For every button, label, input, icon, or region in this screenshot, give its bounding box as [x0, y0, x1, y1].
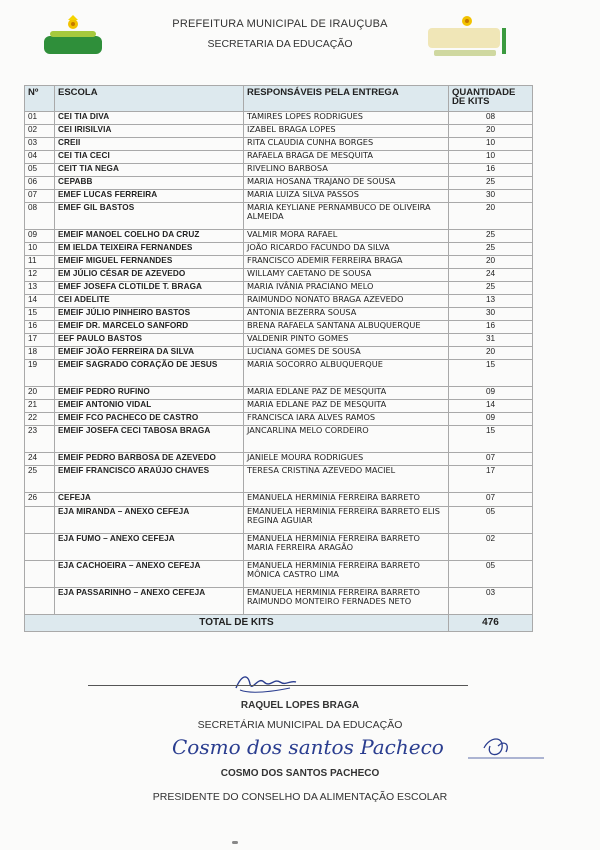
table-row [25, 387, 533, 400]
table-row [25, 561, 533, 588]
kit-quantity: 14 [449, 400, 533, 413]
table-row [25, 112, 533, 125]
row-number: 11 [25, 256, 55, 269]
row-number [25, 507, 55, 534]
row-number: 01 [25, 112, 55, 125]
row-number: 21 [25, 400, 55, 413]
table-row [25, 230, 533, 243]
table-row [25, 321, 533, 334]
responsible-name: MARIA IVÂNIA PRACIANO MELO [244, 282, 449, 295]
kit-quantity: 25 [449, 177, 533, 190]
signature-raquel-icon [230, 668, 300, 696]
row-number: 13 [25, 282, 55, 295]
school-name: EMEIF FCO PACHECO DE CASTRO [55, 413, 244, 426]
table-row [25, 347, 533, 360]
table-row [25, 466, 533, 493]
row-number: 05 [25, 164, 55, 177]
school-name: EJA CACHOEIRA – ANEXO CEFEJA [55, 561, 244, 588]
school-name: CEI TIA DIVA [55, 112, 244, 125]
irauçuba-logo-icon [40, 14, 106, 60]
table-row [25, 177, 533, 190]
kit-quantity: 09 [449, 413, 533, 426]
kit-quantity: 25 [449, 230, 533, 243]
responsible-name: JANCARLINA MELO CORDEIRO [244, 426, 449, 453]
row-number: 24 [25, 453, 55, 466]
row-number: 02 [25, 125, 55, 138]
kit-quantity: 25 [449, 282, 533, 295]
row-number: 12 [25, 269, 55, 282]
header-title: PREFEITURA MUNICIPAL DE IRAUÇUBA [172, 18, 388, 30]
header-subtitle: SECRETARIA DA EDUCAÇÃO [207, 38, 353, 50]
responsible-name: TAMIRES LOPES RODRIGUES [244, 112, 449, 125]
kit-quantity: 25 [449, 243, 533, 256]
kit-quantity: 05 [449, 507, 533, 534]
kit-quantity: 30 [449, 308, 533, 321]
school-name: EJA MIRANDA – ANEXO CEFEJA [55, 507, 244, 534]
table-row [25, 190, 533, 203]
kits-table [24, 85, 533, 632]
kit-quantity: 07 [449, 493, 533, 507]
kit-quantity: 15 [449, 360, 533, 387]
school-name: EEF PAULO BASTOS [55, 334, 244, 347]
responsible-name: VALMIR MORA RAFAEL [244, 230, 449, 243]
responsible-name: MARIA SOCORRO ALBUQUERQUE [244, 360, 449, 387]
row-number: 08 [25, 203, 55, 230]
school-name: EMEF GIL BASTOS [55, 203, 244, 230]
row-number [25, 534, 55, 561]
signatory-2-role: PRESIDENTE DO CONSELHO DA ALIMENTAÇÃO ESCOLAR [152, 791, 448, 803]
responsible-name: MARIA HOSANA TRAJANO DE SOUSA [244, 177, 449, 190]
kit-quantity: 03 [449, 588, 533, 615]
table-row [25, 269, 533, 282]
school-name: EMEIF MIGUEL FERNANDES [55, 256, 244, 269]
kit-quantity: 20 [449, 256, 533, 269]
kit-quantity: 20 [449, 203, 533, 230]
table-row [25, 413, 533, 426]
row-number: 04 [25, 151, 55, 164]
kit-quantity: 15 [449, 426, 533, 453]
table-row [25, 426, 533, 453]
school-name: CEIT TIA NEGA [55, 164, 244, 177]
row-number: 06 [25, 177, 55, 190]
school-name: EM IELDA TEIXEIRA FERNANDES [55, 243, 244, 256]
table-row [25, 308, 533, 321]
kit-quantity: 20 [449, 347, 533, 360]
total-value: 476 [449, 615, 533, 632]
signatory-2-name: COSMO DOS SANTOS PACHECO [220, 768, 380, 779]
table-row [25, 453, 533, 466]
kit-quantity: 07 [449, 453, 533, 466]
table-row [25, 507, 533, 534]
responsible-name: WILLAMY CAETANO DE SOUSA [244, 269, 449, 282]
responsible-name: JOÃO RICARDO FACUNDO DA SILVA [244, 243, 449, 256]
table-row [25, 151, 533, 164]
school-name: CEI TIA CECI [55, 151, 244, 164]
kit-quantity: 16 [449, 164, 533, 177]
school-name: EMEIF SAGRADO CORAÇÃO DE JESUS [55, 360, 244, 387]
table-row [25, 493, 533, 507]
row-number: 20 [25, 387, 55, 400]
school-name: CEFEJA [55, 493, 244, 507]
kit-quantity: 24 [449, 269, 533, 282]
responsible-name: RAIMUNDO NONATO BRAGA AZEVEDO [244, 295, 449, 308]
responsible-name: IZABEL BRAGA LOPES [244, 125, 449, 138]
school-name: EMEIF FRANCISCO ARAÚJO CHAVES [55, 466, 244, 493]
row-number: 14 [25, 295, 55, 308]
row-number: 18 [25, 347, 55, 360]
kit-quantity: 09 [449, 387, 533, 400]
column-header-number: Nº [25, 86, 55, 112]
row-number: 09 [25, 230, 55, 243]
responsible-name: FRANCISCA IARA ALVES RAMOS [244, 413, 449, 426]
row-number: 26 [25, 493, 55, 507]
responsible-name: MARIA KEYLIANE PERNAMBUCO DE OLIVEIRA ALMEIDA [244, 203, 449, 230]
school-name: CEI ADELITE [55, 295, 244, 308]
total-row [25, 615, 533, 632]
signatory-1-role: SECRETÁRIA MUNICIPAL DA EDUCAÇÃO [197, 719, 403, 731]
school-name: CEPABB [55, 177, 244, 190]
table-row [25, 243, 533, 256]
responsible-name: JANIELE MOURA RODRIGUES [244, 453, 449, 466]
school-name: EMEIF PEDRO BARBOSA DE AZEVEDO [55, 453, 244, 466]
document-header [0, 14, 600, 64]
kit-quantity: 16 [449, 321, 533, 334]
table-row [25, 203, 533, 230]
row-number: 07 [25, 190, 55, 203]
row-number: 16 [25, 321, 55, 334]
kit-quantity: 13 [449, 295, 533, 308]
table-row [25, 400, 533, 413]
school-name: EMEIF DR. MARCELO SANFORD [55, 321, 244, 334]
responsible-name: EMANUELA HERMINIA FERREIRA BARRETO ELIS REGINA AGUIAR [244, 507, 449, 534]
row-number: 17 [25, 334, 55, 347]
school-name: EMEIF JÚLIO PINHEIRO BASTOS [55, 308, 244, 321]
school-name: EMEIF PEDRO RUFINO [55, 387, 244, 400]
responsible-name: EMANUELA HERMINIA FERREIRA BARRETO MÔNICA CASTRO LIMA [244, 561, 449, 588]
kit-quantity: 05 [449, 561, 533, 588]
table-header-row [25, 86, 533, 112]
school-name: EMEIF MANOEL COELHO DA CRUZ [55, 230, 244, 243]
responsible-name: MARIA LUIZA SILVA PASSOS [244, 190, 449, 203]
scan-mark [232, 841, 238, 844]
row-number [25, 588, 55, 615]
row-number: 15 [25, 308, 55, 321]
table-row [25, 334, 533, 347]
total-label: TOTAL DE KITS [25, 615, 449, 632]
responsible-name: LUCIANA GOMES DE SOUSA [244, 347, 449, 360]
table-row [25, 588, 533, 615]
responsible-name: BRENA RAFAELA SANTANA ALBUQUERQUE [244, 321, 449, 334]
kit-quantity: 08 [449, 112, 533, 125]
table-row [25, 295, 533, 308]
table-row [25, 282, 533, 295]
school-name: CREII [55, 138, 244, 151]
row-number: 23 [25, 426, 55, 453]
row-number: 10 [25, 243, 55, 256]
row-number: 19 [25, 360, 55, 387]
row-number: 03 [25, 138, 55, 151]
kit-quantity: 02 [449, 534, 533, 561]
educacao-logo-icon [424, 14, 510, 64]
column-header-school: ESCOLA [55, 86, 244, 112]
responsible-name: VALDENIR PINTO GOMES [244, 334, 449, 347]
row-number: 22 [25, 413, 55, 426]
school-name: CEI IRISILVIA [55, 125, 244, 138]
school-name: EM JÚLIO CÉSAR DE AZEVEDO [55, 269, 244, 282]
column-header-quantity: QUANTIDADE DE KITS [449, 86, 533, 112]
responsible-name: EMANUELA HERMINIA FERREIRA BARRETO RAIMUNDO MONTEIRO FERNADES NETO [244, 588, 449, 615]
responsible-name: EMANUELA HERMINIA FERREIRA BARRETO MARIA FERREIRA ARAGÃO [244, 534, 449, 561]
signature-cosmo-text: Cosmo dos santos Pacheco [172, 735, 444, 759]
signatory-1-name: RAQUEL LOPES BRAGA [240, 700, 360, 711]
school-name: EMEIF ANTONIO VIDAL [55, 400, 244, 413]
column-header-responsible: RESPONSÁVEIS PELA ENTREGA [244, 86, 449, 112]
responsible-name: RITA CLAUDIA CUNHA BORGES [244, 138, 449, 151]
table-row [25, 138, 533, 151]
responsible-name: RIVELINO BARBOSA [244, 164, 449, 177]
school-name: EJA PASSARINHO – ANEXO CEFEJA [55, 588, 244, 615]
table-row [25, 125, 533, 138]
responsible-name: TERESA CRISTINA AZEVEDO MACIEL [244, 466, 449, 493]
row-number: 25 [25, 466, 55, 493]
kit-quantity: 31 [449, 334, 533, 347]
school-name: EMEIF JOÃO FERREIRA DA SILVA [55, 347, 244, 360]
signature-cosmo [168, 730, 548, 770]
responsible-name: ANTONIA BEZERRA SOUSA [244, 308, 449, 321]
table-row [25, 256, 533, 269]
table-row [25, 164, 533, 177]
table-row [25, 534, 533, 561]
signature-line [88, 685, 468, 686]
responsible-name: MARIA EDLANE PAZ DE MESQUITA [244, 400, 449, 413]
kit-quantity: 10 [449, 151, 533, 164]
kit-quantity: 30 [449, 190, 533, 203]
responsible-name: EMANUELA HERMINIA FERREIRA BARRETO [244, 493, 449, 507]
table-row [25, 360, 533, 387]
school-name: EMEF JOSEFA CLOTILDE T. BRAGA [55, 282, 244, 295]
school-name: EJA FUMO – ANEXO CEFEJA [55, 534, 244, 561]
school-name: EMEIF JOSEFA CECI TABOSA BRAGA [55, 426, 244, 453]
school-name: EMEF LUCAS FERREIRA [55, 190, 244, 203]
kit-quantity: 20 [449, 125, 533, 138]
responsible-name: FRANCISCO ADEMIR FERREIRA BRAGA [244, 256, 449, 269]
kit-quantity: 10 [449, 138, 533, 151]
kit-quantity: 17 [449, 466, 533, 493]
responsible-name: MARIA EDLANE PAZ DE MESQUITA [244, 387, 449, 400]
responsible-name: RAFAELA BRAGA DE MESQUITA [244, 151, 449, 164]
row-number [25, 561, 55, 588]
